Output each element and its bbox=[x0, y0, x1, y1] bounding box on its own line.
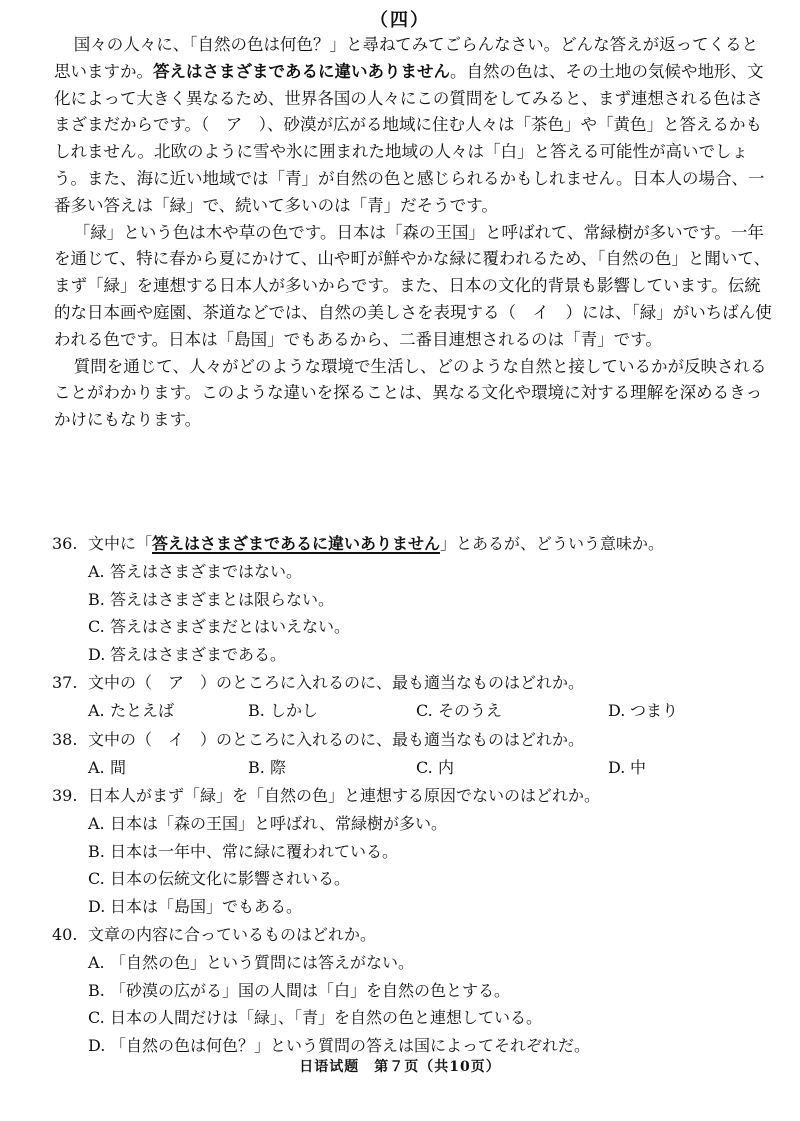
option-a[interactable]: A. 「自然の色」という質問には答えがない。 bbox=[88, 953, 415, 972]
page-footer: 日语试题 第７页（共10页） bbox=[299, 1059, 501, 1075]
option-b[interactable]: B. 際 bbox=[248, 757, 287, 777]
question-36 bbox=[52, 529, 772, 668]
option-b[interactable]: B. 日本は一年中、常に緑に覆われている。 bbox=[88, 841, 399, 861]
option-d[interactable]: D. つまり bbox=[608, 701, 679, 720]
question-stem: 40. 文章の内容に合っているものはどれか。 bbox=[52, 925, 377, 944]
option-d[interactable]: D. 中 bbox=[608, 757, 647, 777]
underlined-phrase: 答えはさまざまであるに違いありません bbox=[152, 534, 441, 553]
question-39 bbox=[52, 781, 772, 920]
option-d[interactable]: D. 日本は「島国」でもある。 bbox=[88, 896, 303, 916]
bold-key-sentence: 答えはさまざまであるに違いありません bbox=[153, 61, 450, 81]
section-title: （四） bbox=[370, 10, 430, 31]
option-d[interactable]: D. 「自然の色は何色？」という質問の答えは国によってそれぞれだ。 bbox=[88, 1035, 591, 1055]
option-row bbox=[52, 697, 772, 725]
question-40 bbox=[52, 920, 772, 1059]
passage-paragraph-3: 質問を通じて、人々がどのような環境で生活し、どのような自然と接しているかが反映されることがわかります。このような違いを探ることは、異なる文化や環境に対する理解を深めるきっかけにもなります。 bbox=[54, 356, 767, 430]
question-37 bbox=[52, 668, 772, 725]
question-stem: 39. 日本人がまず「緑」を「自然の色」と連想する原因でないのはどれか。 bbox=[52, 786, 601, 805]
option-c[interactable]: C. 日本の伝統文化に影響されいる。 bbox=[88, 869, 351, 888]
option-c[interactable]: C. 答えはさまざまだとはいえない。 bbox=[88, 617, 351, 636]
option-c[interactable]: C. 日本の人間だけは「緑」、「青」を自然の色と連想している。 bbox=[88, 1008, 543, 1027]
question-38 bbox=[52, 725, 772, 782]
question-stem: 38. 文中の（ イ ）のところに入れるのに、最も適当なものはどれか。 bbox=[52, 729, 585, 749]
option-d[interactable]: D. 答えはさまざまである。 bbox=[88, 644, 287, 664]
question-list bbox=[52, 529, 772, 1059]
option-row bbox=[52, 754, 772, 782]
option-b[interactable]: B. しかし bbox=[248, 701, 319, 720]
option-c[interactable]: C. 内 bbox=[416, 757, 455, 777]
passage-paragraph-1: 国々の人々に、「自然の色は何色？」と尋ねてみてごらんなさい。どんな答えが返ってくると思いますか。答えはさまざまであるに違いありません。自然の色は、その土地の気候や地形、文化によって大きく異なるため、世界各国の人々にこの質問をしてみると、まず連想される色はさまざまだからです。（ ア ）、砂漠が広がる地域に住む人々は「茶色」や「黄色」と答えるかもしれません。北欧のように雪や氷に囲まれた地域の人々は「白」と答える可能性が高いでしょう。また、海に近い地域では「青」が自然の色と感じられるかもしれません。日本人の場合、一番多い答えは「緑」で、続いて多いのは「青」だそうです。 bbox=[54, 35, 765, 215]
option-b[interactable]: B. 「砂漠の広がる」国の人間は「白」を自然の色とする。 bbox=[88, 980, 511, 1000]
reading-passage bbox=[54, 32, 772, 434]
option-b[interactable]: B. 答えはさまざまとは限らない。 bbox=[88, 589, 335, 609]
option-a[interactable]: A. 間 bbox=[88, 757, 127, 777]
option-a[interactable]: A. 答えはさまざまではない。 bbox=[88, 562, 303, 581]
option-c[interactable]: C. そのうえ bbox=[416, 701, 503, 720]
question-stem: 36. 文中に「答えはさまざまであるに違いありません」とあるが、どういう意味か。 bbox=[52, 534, 665, 553]
option-a[interactable]: A. 日本は「森の王国」と呼ばれ、常緑樹が多い。 bbox=[88, 814, 447, 833]
passage-paragraph-2: 「緑」という色は木や草の色です。日本は「森の王国」と呼ばれて、常緑樹が多いです。一年を通じて、特に春から夏にかけて、山や町が鮮やかな緑に覆われるため、「自然の色」と聞いて、まず「緑」を連想する日本人が多いからです。また、日本の文化的背景も影響しています。伝統的な日本画や庭園、茶道などでは、自然の美しさを表現する（ イ ）には、「緑」がいちばん使われる色です。日本は「島国」でもあるから、二番目連想されるのは「青」です。 bbox=[54, 222, 772, 349]
question-stem: 37. 文中の（ ア ）のところに入れるのに、最も適当なものはどれか。 bbox=[52, 673, 585, 692]
option-a[interactable]: A. たとえば bbox=[88, 701, 175, 720]
